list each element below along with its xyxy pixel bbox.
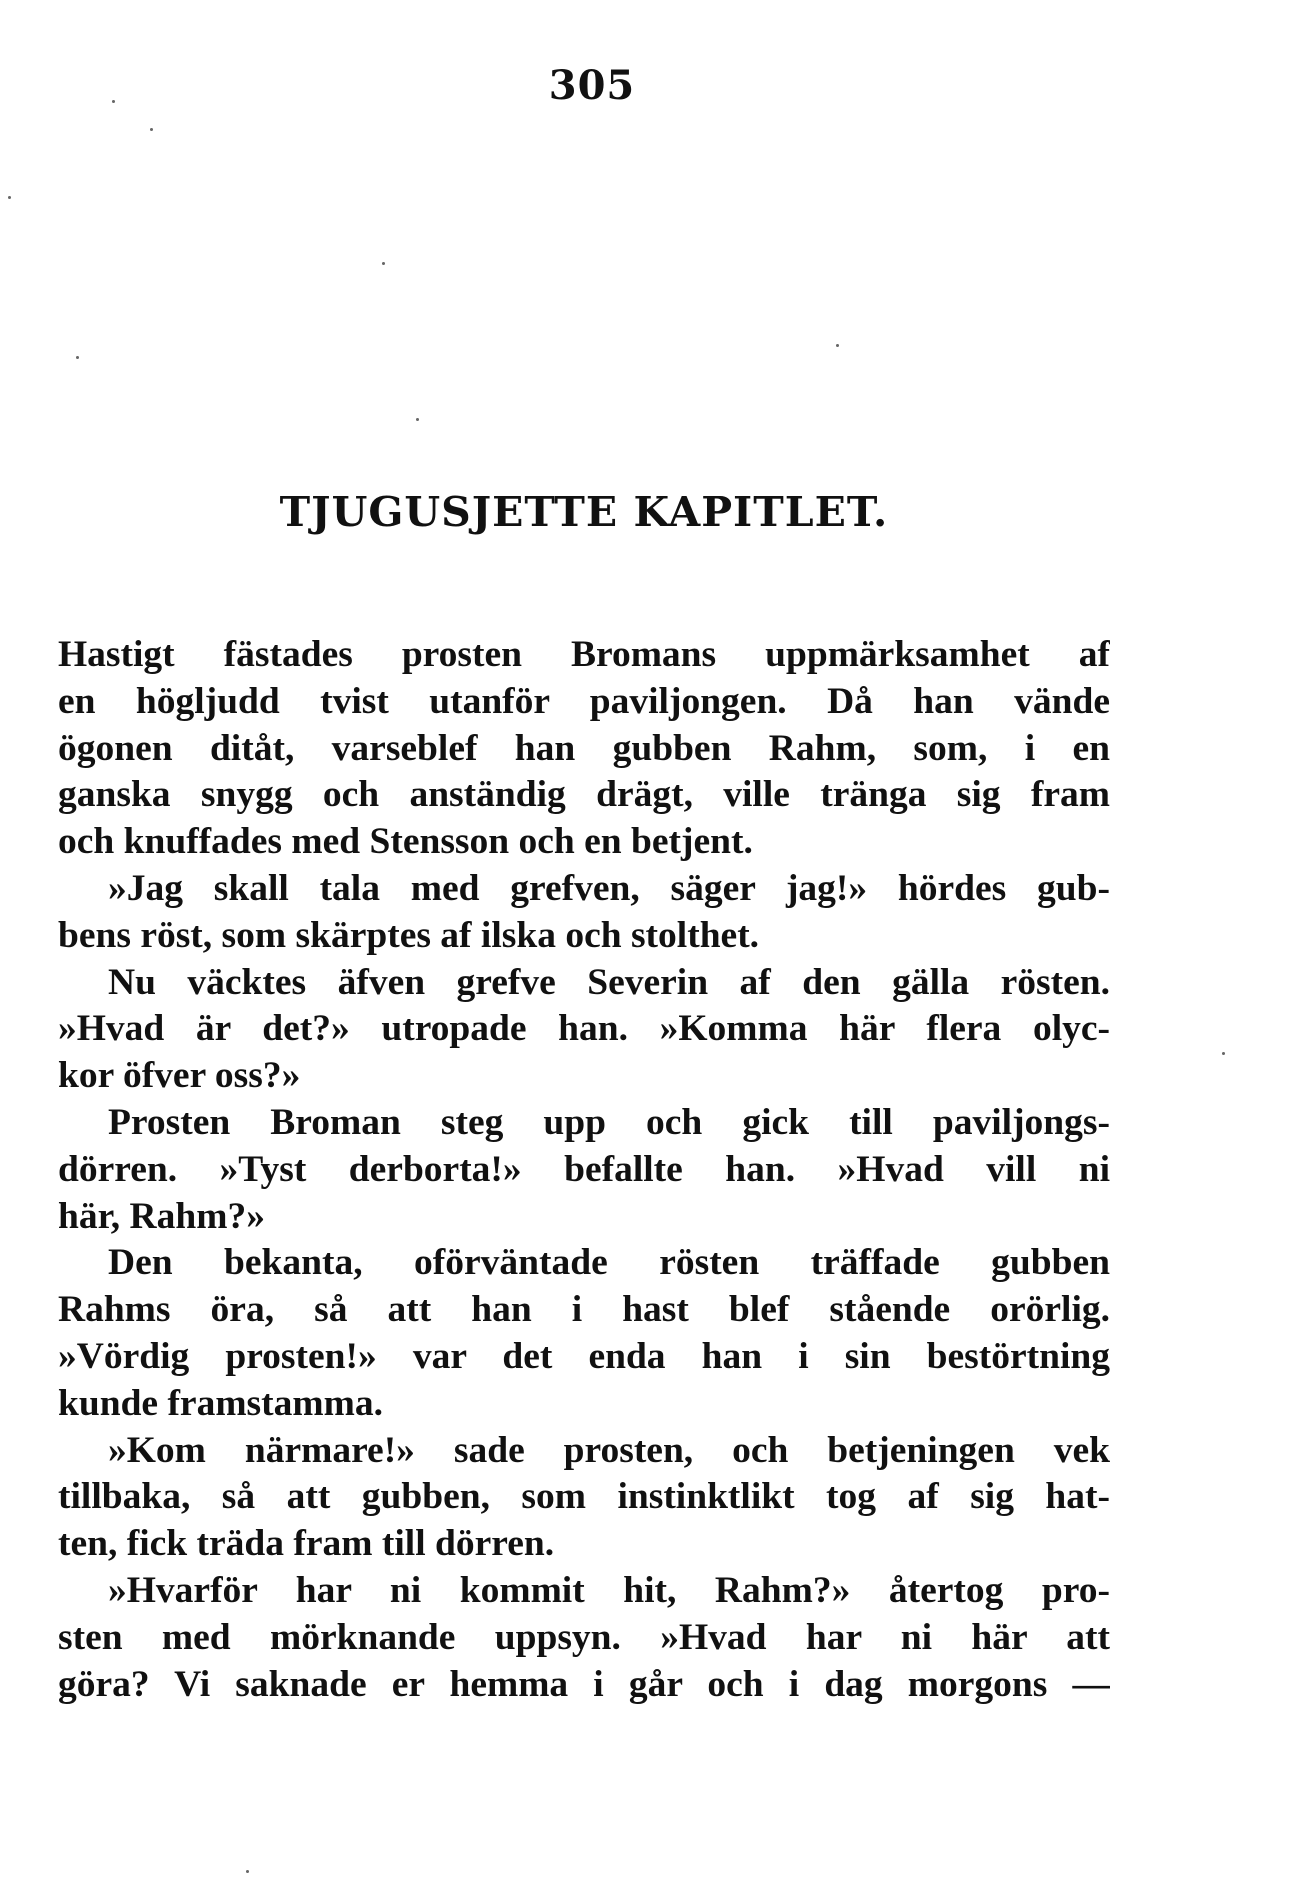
scan-speck bbox=[8, 196, 11, 199]
text-line: tillbaka, så att gubben, som instinktlikt tog af sig hat- bbox=[58, 1476, 1110, 1518]
text-line: Rahms öra, så att han i hast blef stående orörlig. bbox=[58, 1289, 1110, 1331]
text-line: »Hvarför har ni kommit hit, Rahm?» återtog pro- bbox=[108, 1569, 1110, 1611]
text-line: Nu väcktes äfven grefve Severin af den gälla rösten. bbox=[108, 961, 1110, 1003]
text-line: Hastigt fästades prosten Bromans uppmärksamhet af bbox=[58, 634, 1110, 675]
text-line: sten med mörknande uppsyn. »Hvad har ni här att bbox=[58, 1616, 1110, 1658]
scan-speck bbox=[382, 262, 385, 265]
text-line: göra? Vi saknade er hemma i går och i dag morgons — bbox=[58, 1663, 1110, 1705]
scan-speck bbox=[76, 356, 79, 359]
text-line: ten, fick träda fram till dörren. bbox=[58, 1523, 555, 1565]
text-line: Prosten Broman steg upp och gick till paviljongs- bbox=[108, 1101, 1110, 1143]
scan-speck bbox=[150, 128, 153, 131]
text-line: en högljudd tvist utanför paviljongen. Då han vände bbox=[58, 680, 1110, 722]
text-line: »Vördig prosten!» var det enda han i sin bestörtning bbox=[58, 1335, 1110, 1377]
text-line: dörren. »Tyst derborta!» befallte han. »Hvad vill ni bbox=[58, 1148, 1110, 1190]
scan-speck bbox=[1222, 1052, 1225, 1055]
text-line: kunde framstamma. bbox=[58, 1382, 383, 1424]
page-number: 305 bbox=[548, 62, 636, 109]
chapter-title: TJUGUSJETTE KAPITLET. bbox=[279, 488, 889, 536]
scan-speck bbox=[416, 418, 419, 421]
scan-speck bbox=[112, 100, 115, 103]
text-line: Den bekanta, oförväntade rösten träffade gubben bbox=[108, 1242, 1110, 1284]
body-text bbox=[58, 632, 1110, 1708]
text-line: ganska snygg och anständig drägt, ville tränga sig fram bbox=[58, 774, 1110, 816]
text-line: bens röst, som skärptes af ilska och stolthet. bbox=[58, 914, 760, 956]
scan-speck bbox=[246, 1870, 249, 1873]
text-line: ögonen ditåt, varseblef han gubben Rahm, som, i en bbox=[58, 727, 1110, 769]
text-line: och knuffades med Stensson och en betjent. bbox=[58, 821, 753, 863]
text-line: »Kom närmare!» sade prosten, och betjeningen vek bbox=[108, 1429, 1110, 1471]
text-line: »Jag skall tala med grefven, säger jag!» hördes gub- bbox=[108, 867, 1110, 909]
text-line: »Hvad är det?» utropade han. »Komma här flera olyc- bbox=[58, 1008, 1110, 1050]
scan-speck bbox=[836, 344, 839, 347]
text-line: här, Rahm?» bbox=[58, 1195, 265, 1237]
text-line: kor öfver oss?» bbox=[58, 1055, 301, 1097]
